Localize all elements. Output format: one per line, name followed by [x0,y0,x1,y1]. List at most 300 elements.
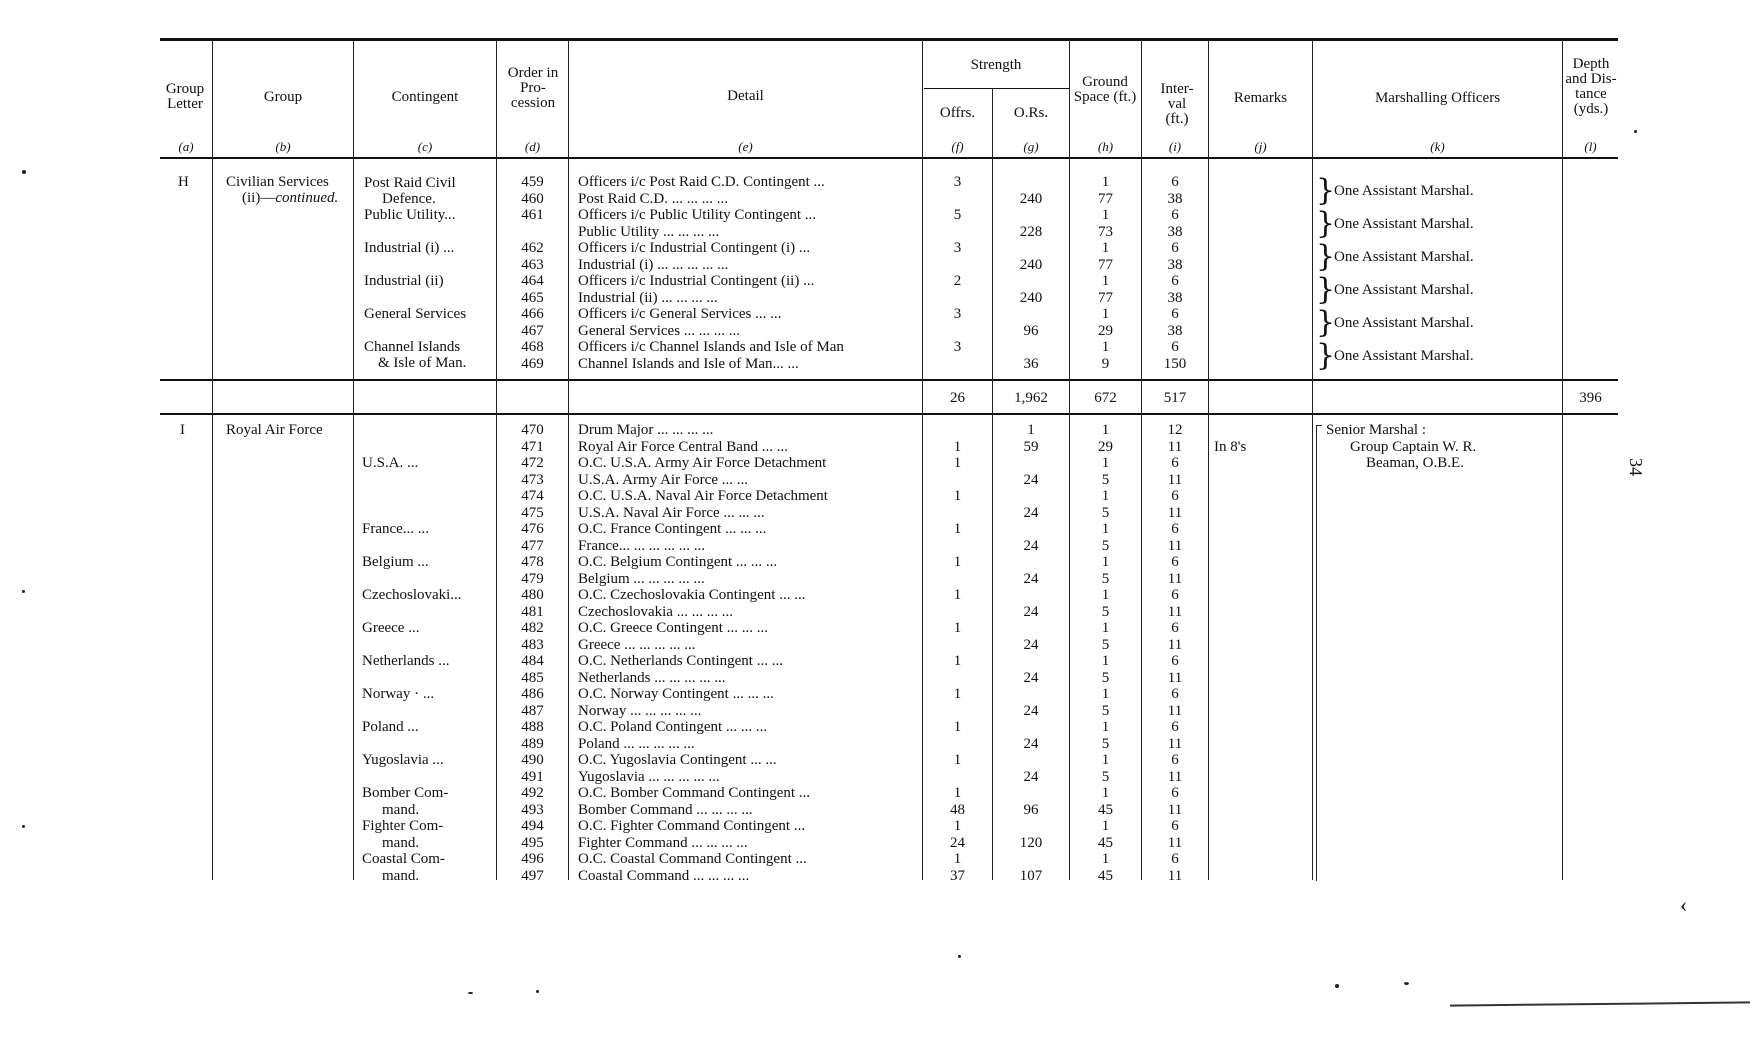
interval-cell: 150 [1163,355,1187,372]
detail-cell: O.C. Coastal Command Contingent ... [578,851,807,867]
interval-cell: 6 [1171,240,1179,256]
order-cell: 470 [521,422,544,438]
offrs-cell: 1 [953,438,962,455]
space-cell: 1 [1101,306,1110,322]
space-cell: 1 [1101,785,1110,801]
contingent-h: Public Utility... [364,207,456,223]
interval-cell: 6 [1171,719,1179,735]
space-cell: 1 [1101,240,1110,256]
order-cell: 489 [521,735,544,752]
contingent-h: Channel Islands [364,339,461,355]
marshal-h: One Assistant Marshal. [1334,216,1474,232]
remarks-i: In 8's [1214,439,1247,455]
header-interval: Inter- val (ft.) [1160,81,1194,127]
ors-cell: 240 [1019,289,1043,306]
detail-cell: O.C. Greece Contingent ... ... ... [578,620,768,636]
detail-cell: Officers i/c General Services ... ... [578,306,782,322]
space-cell: 1 [1101,273,1110,289]
col-letter: (j) [1254,139,1267,154]
ors-cell: 96 [1023,322,1039,339]
col-rule-d [568,40,569,880]
contingent-i: Poland ... [362,719,419,735]
order-cell: 459 [521,174,544,190]
interval-cell: 6 [1171,851,1179,867]
order-cell: 466 [521,306,544,322]
offrs-cell: 3 [953,174,962,190]
order-cell: 460 [521,190,544,207]
space-cell: 1 [1101,686,1110,702]
detail-cell: Netherlands ... ... ... ... ... [578,669,726,686]
detail-cell: O.C. Czechoslovakia Contingent ... ... [578,587,806,603]
header-remarks: Remarks [1233,90,1288,106]
interval-cell: 11 [1167,438,1183,455]
col-letter: (f) [951,139,964,154]
interval-cell: 6 [1171,521,1179,537]
offrs-cell: 1 [953,818,962,834]
offrs-cell: 3 [953,240,962,256]
detail-cell: O.C. Belgium Contingent ... ... ... [578,554,778,570]
order-cell: 467 [521,322,544,339]
detail-cell: O.C. Netherlands Contingent ... ... [578,653,783,669]
space-cell: 1 [1101,174,1110,190]
interval-cell: 38 [1167,223,1183,240]
ors-cell: 228 [1019,223,1043,240]
header-marshalling: Marshalling Officers [1374,90,1501,106]
order-cell: 494 [521,818,544,834]
detail-cell: Belgium ... ... ... ... ... [578,570,705,587]
interval-cell: 6 [1171,620,1179,636]
marshal-i-name: Beaman, O.B.E. [1366,455,1464,471]
space-cell: 5 [1101,603,1110,620]
contingent-i: U.S.A. ... [362,455,419,471]
space-cell: 45 [1098,867,1113,884]
offrs-cell: 37 [950,867,965,884]
interval-cell: 38 [1167,322,1183,339]
ors-cell: 120 [1019,834,1043,851]
offrs-cell: 3 [953,306,962,322]
order-cell: 464 [521,273,544,289]
detail-cell: O.C. France Contingent ... ... ... [578,521,767,537]
space-cell: 5 [1101,537,1110,554]
total-space: 672 [1094,390,1117,406]
order-cell: 468 [521,339,544,355]
space-cell: 1 [1101,752,1110,768]
interval-cell: 6 [1171,174,1179,190]
marshal-h: One Assistant Marshal. [1334,315,1474,331]
total-bottom-rule [160,413,1618,415]
space-cell: 5 [1101,735,1110,752]
interval-cell: 6 [1171,554,1179,570]
space-cell: 1 [1101,339,1110,355]
space-cell: 5 [1101,570,1110,587]
bracket-icon [1316,425,1322,881]
space-cell: 1 [1101,620,1110,636]
interval-cell: 11 [1167,834,1183,851]
col-letter: (d) [524,139,541,154]
contingent-i: mand. [382,834,420,851]
group-name-h-continued: continued. [275,190,339,206]
col-letter: (g) [1023,139,1039,154]
detail-cell: U.S.A. Army Air Force ... ... [578,471,748,488]
detail-cell: O.C. U.S.A. Army Air Force Detachment [578,455,827,471]
contingent-i: Coastal Com- [362,851,445,867]
contingent-h: Post Raid Civil [364,175,456,191]
detail-cell: O.C. Norway Contingent ... ... ... [578,686,774,702]
scan-speck [536,990,539,993]
group-name-i: Royal Air Force [226,422,323,438]
detail-cell: Public Utility ... ... ... ... [578,223,720,240]
header-contingent: Contingent [391,89,459,105]
scan-mark: ‹ [1680,892,1688,917]
col-letter: (h) [1097,139,1114,154]
offrs-cell: 1 [953,686,962,702]
contingent-h: Industrial (ii) [364,273,444,289]
col-rule-k [1562,40,1563,880]
contingent-i: Bomber Com- [362,785,449,801]
marshal-h: One Assistant Marshal. [1334,249,1474,265]
col-letter: (k) [1430,139,1445,154]
space-cell: 1 [1101,719,1110,735]
space-cell: 1 [1101,455,1110,471]
group-name-h-cont [242,190,338,206]
interval-cell: 6 [1171,455,1179,471]
col-rule-a [212,40,213,880]
detail-cell: Poland ... ... ... ... ... [578,735,695,752]
top-rule [160,38,1618,41]
ors-cell: 96 [1023,801,1039,818]
total-interval: 517 [1163,390,1187,406]
offrs-cell: 1 [953,488,962,504]
ors-cell: 36 [1023,355,1039,372]
space-cell: 45 [1098,801,1113,818]
ors-cell: 24 [1023,735,1039,752]
space-cell: 5 [1101,636,1110,653]
header-depth: Depth and Dis- tance (yds.) [1565,56,1617,117]
offrs-cell: 1 [953,851,962,867]
interval-cell: 6 [1171,488,1179,504]
marshal-h: One Assistant Marshal. [1334,348,1474,364]
contingent-i: mand. [382,867,420,884]
group-letter-i: I [180,422,185,438]
space-cell: 29 [1098,438,1113,455]
detail-cell: O.C. U.S.A. Naval Air Force Detachment [578,488,828,504]
scan-edge-line [1450,1001,1750,1006]
header-order: Order in Pro- cession [507,65,559,111]
offrs-cell: 1 [953,719,962,735]
order-cell: 474 [521,488,544,504]
offrs-cell: 24 [950,834,965,851]
offrs-cell: 5 [953,207,962,223]
space-cell: 1 [1101,207,1110,223]
contingent-h: Industrial (i) ... [364,240,455,256]
order-cell: 491 [521,768,544,785]
interval-cell: 6 [1171,818,1179,834]
group-name-h-prefix: (ii)— [242,190,276,206]
space-cell: 45 [1098,834,1113,851]
marshal-h: One Assistant Marshal. [1334,282,1474,298]
order-cell: 490 [521,752,544,768]
interval-cell: 11 [1167,669,1183,686]
detail-cell: Royal Air Force Central Band ... ... [578,438,788,455]
space-cell: 5 [1101,471,1110,488]
strength-subheader-rule [924,88,1070,89]
detail-cell: Channel Islands and Isle of Man... ... [578,355,799,372]
order-cell: 485 [521,669,544,686]
space-cell: 1 [1101,587,1110,603]
space-cell: 5 [1101,669,1110,686]
header-ground-space: Ground Space (ft.) [1073,74,1137,105]
space-cell: 1 [1101,422,1110,438]
interval-cell: 6 [1171,785,1179,801]
interval-cell: 11 [1167,603,1183,620]
detail-cell: O.C. Yugoslavia Contingent ... ... [578,752,777,768]
detail-cell: O.C. Bomber Command Contingent ... [578,785,811,801]
interval-cell: 6 [1171,752,1179,768]
col-letter: (i) [1168,139,1182,154]
brace-icon: } [1316,305,1336,340]
space-cell: 77 [1098,289,1113,306]
space-cell: 73 [1098,223,1113,240]
interval-cell: 6 [1171,207,1179,223]
contingent-i: Norway · ... [362,686,435,702]
interval-cell: 6 [1171,339,1179,355]
space-cell: 5 [1101,504,1110,521]
col-letter: (a) [178,139,194,154]
interval-cell: 6 [1171,686,1179,702]
ors-cell: 240 [1019,256,1043,273]
detail-cell: Bomber Command ... ... ... ... [578,801,753,818]
offrs-cell: 2 [953,273,962,289]
order-cell: 487 [521,702,544,719]
header-group: Group [263,89,303,105]
detail-cell: Fighter Command ... ... ... ... [578,834,748,851]
space-cell: 77 [1098,190,1113,207]
ors-cell: 24 [1023,537,1039,554]
header-bottom-rule [160,157,1618,159]
offrs-cell: 1 [953,521,962,537]
scan-speck [22,170,26,174]
scan-speck [468,992,473,994]
space-cell: 1 [1101,554,1110,570]
ors-cell: 107 [1019,867,1043,884]
detail-cell: Officers i/c Public Utility Contingent ... [578,207,817,223]
contingent-h: Defence. [382,191,436,207]
space-cell: 9 [1101,355,1110,372]
order-cell: 478 [521,554,544,570]
brace-icon: } [1316,206,1336,241]
space-cell: 1 [1101,851,1110,867]
detail-cell: O.C. Poland Contingent ... ... ... [578,719,768,735]
col-letter: (b) [275,139,291,154]
contingent-i: Greece ... [362,620,420,636]
detail-cell: Industrial (ii) ... ... ... ... [578,289,718,306]
ors-cell: 24 [1023,669,1039,686]
order-cell: 482 [521,620,544,636]
space-cell: 29 [1098,322,1113,339]
order-cell: 483 [521,636,544,653]
marshal-i-title: Senior Marshal : [1326,422,1426,438]
order-cell: 480 [521,587,544,603]
ors-cell: 24 [1023,768,1039,785]
space-cell: 77 [1098,256,1113,273]
detail-cell: Officers i/c Industrial Contingent (i) ... [578,240,811,256]
scan-speck [958,955,961,958]
ors-cell: 24 [1023,471,1039,488]
brace-icon: } [1316,272,1336,307]
order-cell: 477 [521,537,544,554]
order-cell: 484 [521,653,544,669]
scan-speck [1404,982,1409,985]
ors-cell: 24 [1023,504,1039,521]
detail-cell: Czechoslovakia ... ... ... ... [578,603,733,620]
col-letter: (c) [417,139,433,154]
detail-cell: Post Raid C.D. ... ... ... ... [578,190,729,207]
total-ors: 1,962 [1014,390,1048,406]
order-cell: 488 [521,719,544,735]
header-offrs: Offrs. [939,105,976,121]
header-ors: O.Rs. [1013,105,1049,121]
offrs-cell: 1 [953,620,962,636]
interval-cell: 11 [1167,735,1183,752]
interval-cell: 38 [1167,256,1183,273]
ors-cell: 24 [1023,570,1039,587]
interval-cell: 11 [1167,801,1183,818]
scan-speck [1335,984,1339,988]
offrs-cell: 1 [953,752,962,768]
col-rule-j [1312,40,1313,880]
contingent-i: Yugoslavia ... [362,752,444,768]
order-cell: 479 [521,570,544,587]
detail-cell: Officers i/c Post Raid C.D. Contingent ... [578,174,825,190]
brace-icon: } [1316,338,1336,373]
order-cell: 476 [521,521,544,537]
interval-cell: 38 [1167,190,1183,207]
order-cell: 463 [521,256,544,273]
interval-cell: 6 [1171,587,1179,603]
space-cell: 5 [1101,768,1110,785]
detail-cell: Officers i/c Channel Islands and Isle of Man [578,339,844,355]
col-letter: (l) [1584,139,1597,154]
interval-cell: 12 [1167,422,1183,438]
offrs-cell: 48 [950,801,965,818]
contingent-i: Netherlands ... [362,653,450,669]
detail-cell: General Services ... ... ... ... [578,322,741,339]
contingent-i: Fighter Com- [362,818,444,834]
space-cell: 1 [1101,818,1110,834]
interval-cell: 6 [1171,653,1179,669]
page-number: 34 [1626,458,1646,476]
space-cell: 1 [1101,521,1110,537]
interval-cell: 11 [1167,636,1183,653]
order-cell: 461 [521,207,544,223]
detail-cell: U.S.A. Naval Air Force ... ... ... [578,504,765,521]
order-cell: 475 [521,504,544,521]
order-cell: 481 [521,603,544,620]
ors-cell: 24 [1023,636,1039,653]
scan-speck [22,825,25,828]
offrs-cell: 1 [953,785,962,801]
ors-cell: 240 [1019,190,1043,207]
detail-cell: Drum Major ... ... ... ... [578,422,714,438]
order-cell: 471 [521,438,544,455]
scan-speck [1634,130,1637,133]
offrs-cell: 1 [953,455,962,471]
contingent-i: France... ... [362,521,430,537]
detail-cell: France... ... ... ... ... ... [578,537,706,554]
detail-cell: Officers i/c Industrial Contingent (ii) ... [578,273,815,289]
interval-cell: 38 [1167,289,1183,306]
marshal-i-name: Group Captain W. R. [1350,439,1477,455]
col-letter: (e) [738,139,753,154]
order-cell: 486 [521,686,544,702]
detail-cell: Industrial (i) ... ... ... ... ... [578,256,729,273]
space-cell: 1 [1101,488,1110,504]
contingent-h: & Isle of Man. [378,355,467,371]
detail-cell: Norway ... ... ... ... ... [578,702,702,719]
brace-icon: } [1316,239,1336,274]
contingent-i: Belgium ... [362,554,429,570]
total-offrs: 26 [950,390,965,406]
detail-cell: Yugoslavia ... ... ... ... ... [578,768,720,785]
marshal-h: One Assistant Marshal. [1334,183,1474,199]
group-name-h: Civilian Services [226,174,329,190]
interval-cell: 6 [1171,273,1179,289]
order-cell: 469 [521,355,544,372]
order-cell: 496 [521,851,544,867]
offrs-cell: 1 [953,653,962,669]
header-group-letter: Group Letter [165,81,205,112]
detail-cell: Coastal Command ... ... ... ... [578,867,750,884]
order-cell: 495 [521,834,544,851]
offrs-cell: 1 [953,587,962,603]
header-detail: Detail [727,88,764,104]
ors-cell: 24 [1023,702,1039,719]
interval-cell: 11 [1167,867,1183,884]
order-cell: 472 [521,455,544,471]
order-cell: 497 [521,867,544,884]
interval-cell: 11 [1167,471,1183,488]
contingent-i: mand. [382,801,420,818]
space-cell: 1 [1101,653,1110,669]
interval-cell: 11 [1167,537,1183,554]
contingent-h: General Services [364,306,467,322]
group-letter-h: H [178,174,189,190]
scan-speck [22,590,25,593]
ors-cell: 1 [1027,422,1035,438]
order-cell: 462 [521,240,544,256]
interval-cell: 11 [1167,702,1183,719]
interval-cell: 11 [1167,570,1183,587]
space-cell: 5 [1101,702,1110,719]
order-cell: 493 [521,801,544,818]
order-cell: 492 [521,785,544,801]
offrs-cell: 3 [953,339,962,355]
interval-cell: 6 [1171,306,1179,322]
brace-icon: } [1316,173,1336,208]
col-rule-i [1208,40,1209,880]
detail-cell: Greece ... ... ... ... ... [578,636,696,653]
total-depth: 396 [1579,390,1602,406]
interval-cell: 11 [1167,768,1183,785]
order-cell: 465 [521,289,544,306]
ors-cell: 24 [1023,603,1039,620]
col-rule-b [353,40,354,880]
interval-cell: 11 [1167,504,1183,521]
order-cell: 473 [521,471,544,488]
header-strength: Strength [970,57,1022,73]
contingent-i: Czechoslovaki... [362,587,462,603]
ors-cell: 59 [1023,438,1039,455]
